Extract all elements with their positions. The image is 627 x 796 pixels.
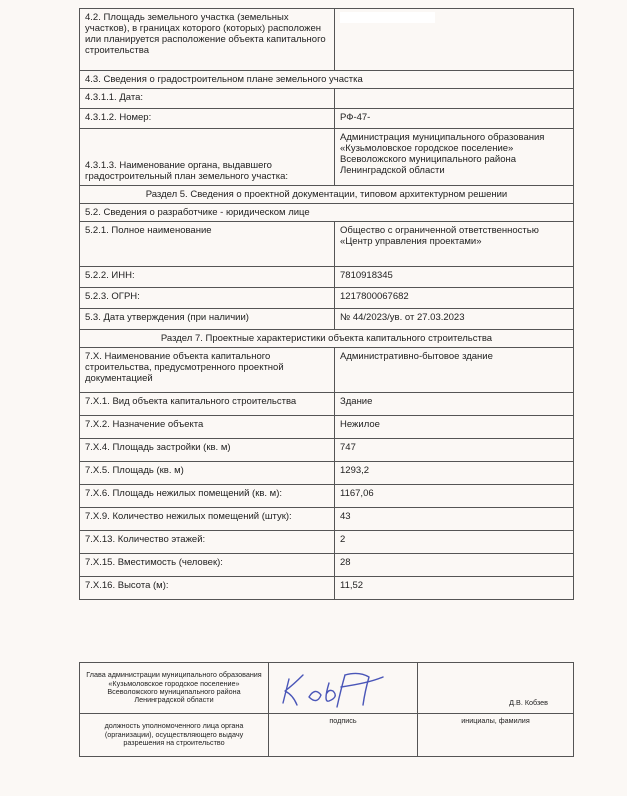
signature-stroke [285,675,303,705]
row-value: 1167,06 [335,485,574,508]
subsection-heading: 5.2. Сведения о разработчике - юридическом лице [80,204,574,222]
official-position: Глава администрации муниципального образования «Кузьмоловское городское поселение» Всеволожского муниципального района Ленинградской области [80,663,269,714]
row-value: 1293,2 [335,462,574,485]
row-label: 7.X.15. Вместимость (человек): [80,554,335,577]
row-label: 7.X.5. Площадь (кв. м) [80,462,335,485]
table-row [80,309,574,330]
caption-signature: подпись [269,714,418,757]
table-row [80,222,574,267]
row-value: 43 [335,508,574,531]
table-row [80,89,574,109]
row-value: Администрация муниципального образования «Кузьмоловское городское поселение» Всеволожского муниципального района Ленинградской области [335,129,574,186]
row-value: 11,52 [335,577,574,600]
caption-name: инициалы, фамилия [418,714,574,757]
row-value: Административно-бытовое здание [335,348,574,393]
table-row [80,531,574,554]
subsection-heading: 4.3. Сведения о градостроительном плане земельного участка [80,71,574,89]
table-row [80,267,574,288]
table-row [80,577,574,600]
signature-stroke [309,691,321,700]
row-label: 7.X.6. Площадь нежилых помещений (кв. м): [80,485,335,508]
row-value: Общество с ограниченной ответственностью «Центр управления проектами» [335,222,574,267]
signature-stroke [345,673,369,705]
table-row [80,348,574,393]
signatory-name: Д.В. Кобзев [509,697,548,707]
row-label: 5.2.1. Полное наименование [80,222,335,267]
row-label: 7.X. Наименование объекта капитального строительства, предусмотренного проектной документацией [80,348,335,393]
signature-stroke [337,675,345,707]
row-label: 4.3.1.2. Номер: [80,109,335,129]
signature-cell [269,663,418,714]
row-label: 7.X.9. Количество нежилых помещений (штук): [80,508,335,531]
table-row [80,508,574,531]
table-row [80,554,574,577]
row-label: 7.X.13. Количество этажей: [80,531,335,554]
row-value: Нежилое [335,416,574,439]
table-row [80,204,574,222]
section-heading: Раздел 7. Проектные характеристики объекта капитального строительства [80,330,574,348]
row-label: 7.X.2. Назначение объекта [80,416,335,439]
signature-stroke [341,677,383,687]
redacted-area [340,12,435,23]
row-label: 4.3.1.3. Наименование органа, выдавшего градостроительный план земельного участка: [80,129,335,186]
row-label: 4.3.1.1. Дата: [80,89,335,109]
table-row [80,416,574,439]
handwritten-signature [279,667,399,711]
table-row [80,330,574,348]
table-row [80,485,574,508]
row-value [335,9,574,71]
signature-table [79,662,574,757]
table-row [80,9,574,71]
table-row [80,462,574,485]
row-value: РФ-47- [335,109,574,129]
row-label: 4.2. Площадь земельного участка (земельных участков), в границах которого (которых) расположен или планируется расположение объекта капитального строительства [80,9,335,71]
signature-stroke [326,683,335,701]
row-label: 5.3. Дата утверждения (при наличии) [80,309,335,330]
permit-table [79,8,574,600]
row-value: 747 [335,439,574,462]
row-label: 7.X.16. Высота (м): [80,577,335,600]
row-value: № 44/2023/ув. от 27.03.2023 [335,309,574,330]
table-row [80,129,574,186]
row-label: 7.X.4. Площадь застройки (кв. м) [80,439,335,462]
section-heading: Раздел 5. Сведения о проектной документации, типовом архитектурном решении [80,186,574,204]
row-value [335,89,574,109]
table-row [80,109,574,129]
table-row [80,714,574,757]
row-value: Здание [335,393,574,416]
table-row [80,71,574,89]
table-row [80,663,574,714]
row-label: 7.X.1. Вид объекта капитального строительства [80,393,335,416]
table-row [80,393,574,416]
row-value: 28 [335,554,574,577]
table-row [80,186,574,204]
row-label: 5.2.2. ИНН: [80,267,335,288]
table-row [80,439,574,462]
row-value: 7810918345 [335,267,574,288]
table-row [80,288,574,309]
row-label: 5.2.3. ОГРН: [80,288,335,309]
signatory-name-cell [418,663,574,714]
row-value: 1217800067682 [335,288,574,309]
caption-position: должность уполномоченного лица органа (организации), осуществляющего выдачу разрешения на строительство [80,714,269,757]
row-value: 2 [335,531,574,554]
